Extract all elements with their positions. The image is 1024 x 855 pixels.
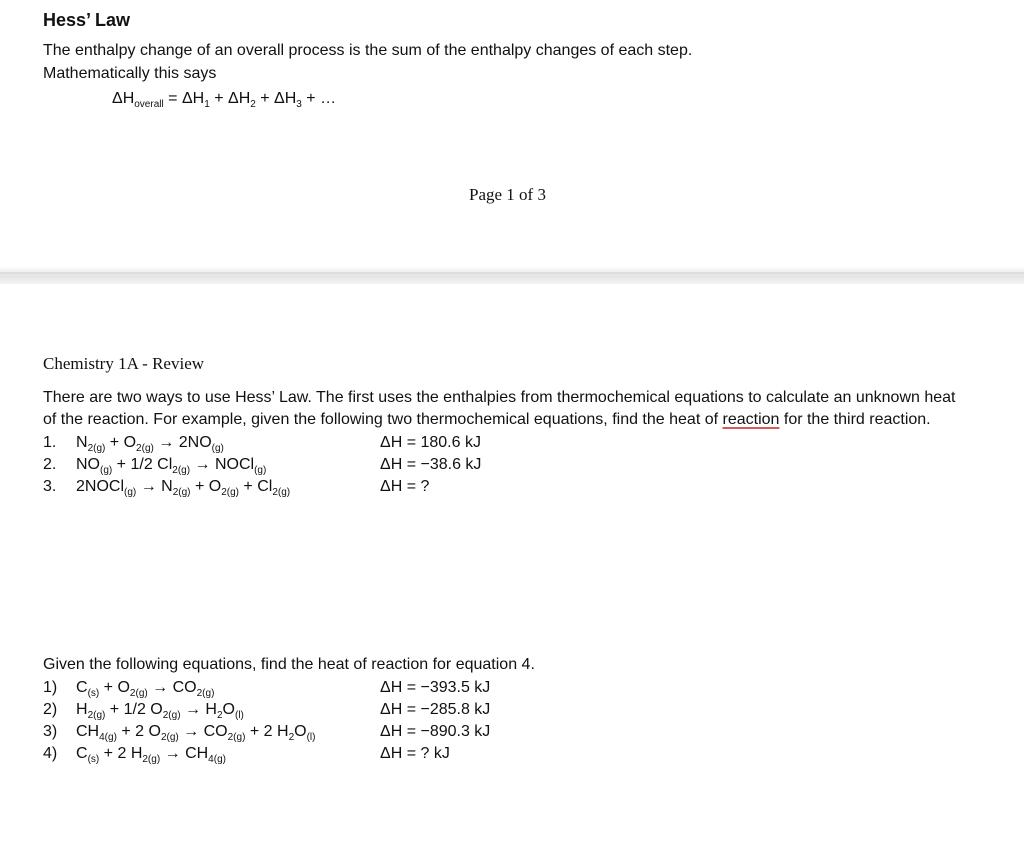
equation-text: $N_{2(g)} + O_{2(g)} \to 2NO_{(g)}$ (76, 434, 224, 454)
intro-line: Mathematically this says (43, 65, 217, 82)
hess-formula: $\Delta H_{overall} = \Delta H_1 + \Delta H_2 + \Delta H_3$ + … (112, 90, 337, 110)
spellcheck-marked-word: reaction (722, 411, 780, 428)
equation-text: 2NOCl$_{(g)}$ → $N_{2(g)} + O_{2(g)} + Cl_{2(g)}$ (76, 478, 291, 498)
definition-line: The enthalpy change of an overall process is the sum of the enthalpy changes of each step. (43, 42, 693, 59)
equation-row: 3) $CH_{4(g)} + 2$ $O_{2(g)} \to CO_{2(g)} + 2$ $H_2O_{(l)}$ ΔH = −890.3 kJ (43, 723, 491, 743)
equation-text: $C_{(s)} + 2$ $H_{2(g)} \to CH_{4(g)}$ (76, 745, 226, 765)
equation-row: 3. 2NOCl$_{(g)}$ → $N_{2(g)} + O_{2(g)} + Cl_{2(g)}$ ΔH = ? (43, 478, 430, 498)
equation-text: $NO_{(g)} + 1/2$ $Cl_{2(g)}$ → NOCl$_{(g)}$ (76, 456, 267, 476)
equation-row: 1. $N_{2(g)} + O_{2(g)} \to 2NO_{(g)}$ ΔH = 180.6 kJ (43, 434, 481, 454)
paragraph-line-2: of the reaction. For example, given the following two thermochemical equations, find the heat of reaction for the third reaction. (43, 411, 931, 428)
equation-row: 2. $NO_{(g)} + 1/2$ $Cl_{2(g)}$ → NOCl$_{(g)}$ ΔH = −38.6 kJ (43, 456, 482, 476)
equation-row: 1) $C_{(s)} + O_{2(g)} \to CO_{2(g)}$ ΔH = −393.5 kJ (43, 679, 491, 699)
section-heading: Chemistry 1A - Review (43, 354, 205, 373)
equation-row: 2) $H_{2(g)} + 1/2$ $O_{2(g)} \to H_2O_{(l)}$ ΔH = −285.8 kJ (43, 701, 491, 721)
equation-text: $H_{2(g)} + 1/2$ $O_{2(g)} \to H_2O_{(l)}$ (76, 701, 244, 721)
paragraph-line-1: There are two ways to use Hess’ Law. The first uses the enthalpies from thermochemical equations to calculate an unknown heat (43, 389, 956, 406)
equation-text: $C_{(s)} + O_{2(g)} \to CO_{2(g)}$ (76, 679, 215, 699)
page-title: Hess’ Law (43, 10, 131, 30)
question-prompt: Given the following equations, find the heat of reaction for equation 4. (43, 656, 535, 673)
page-separator (0, 266, 1024, 284)
equation-row: 4) $C_{(s)} + 2$ $H_{2(g)} \to CH_{4(g)}$ ΔH = ? kJ (43, 745, 450, 765)
equation-text: $CH_{4(g)} + 2$ $O_{2(g)} \to CO_{2(g)} + 2$ $H_2O_{(l)}$ (76, 723, 316, 743)
page-number: Page 1 of 3 (469, 185, 546, 204)
